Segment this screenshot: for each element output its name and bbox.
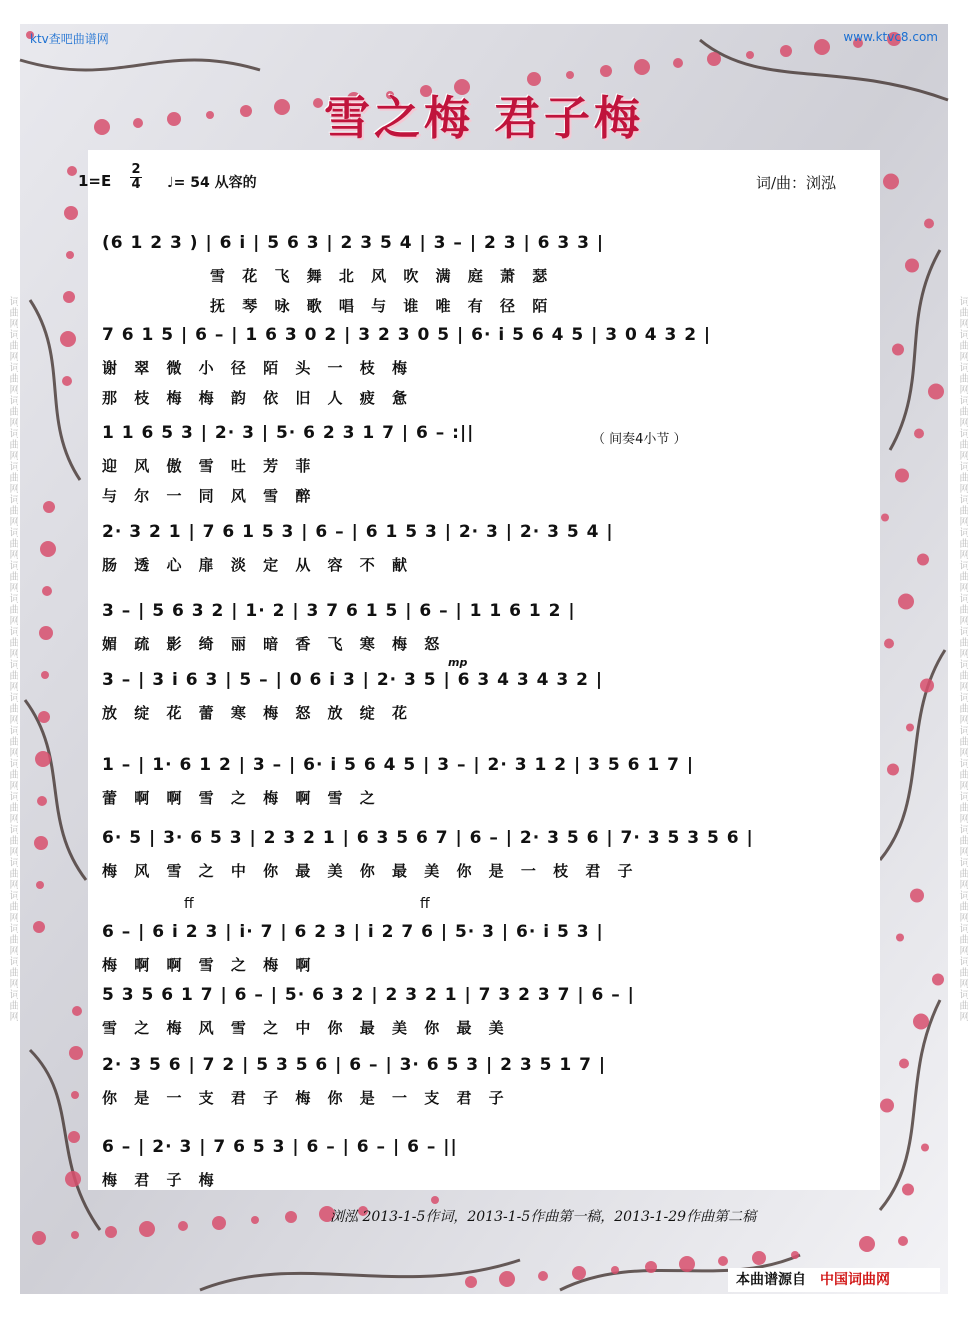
blossom: [924, 219, 934, 229]
side-watermark-left: 词曲网词曲网词曲网词曲网词曲网词曲网词曲网词曲网词曲网词曲网词曲网词曲网词曲网词曲网词曲网词曲网词曲网词曲网词曲网词曲网词曲网词曲网: [7, 295, 18, 1022]
blossom: [41, 671, 49, 679]
notation-row: 7 6 1 5 | 6 – | 1 6 3 0 2 | 3 2 3 0 5 | 6· i 5 6 4 5 | 3 0 4 3 2 |: [102, 325, 712, 345]
source-site: 中国词曲网: [820, 1272, 890, 1288]
blossom: [917, 554, 929, 566]
notation-row: 6· 5 | 3· 6 5 3 | 2 3 2 1 | 6 3 5 6 7 | 6 – | 2· 3 5 6 | 7· 3 5 3 5 6 |: [102, 828, 754, 848]
source-badge: [728, 1268, 940, 1292]
blossom: [898, 594, 914, 610]
blossom: [39, 626, 53, 640]
lyric-line: 那 枝 梅 梅 韵 依 旧 人 疲 惫: [102, 389, 414, 407]
blossom: [43, 501, 55, 513]
blossom: [69, 1046, 83, 1060]
watermark-right: www.ktvc8.com: [843, 30, 938, 44]
dynamic-ff-1: ff: [184, 896, 194, 912]
interlude-note: （ 间奏4小节 ）: [592, 432, 687, 447]
time-signature-top: 2: [131, 162, 141, 177]
song-title: 雪之梅 君子梅: [323, 91, 644, 145]
blossom: [572, 1266, 586, 1280]
blossom: [32, 1231, 46, 1245]
notation-row: 2· 3 5 6 | 7 2 | 5 3 5 6 | 6 – | 3· 6 5 3 | 2 3 5 1 7 |: [102, 1055, 607, 1075]
lyric-line: 肠 透 心 扉 淡 定 从 容 不 献: [102, 556, 414, 574]
lyric-line: 迎 风 傲 雪 吐 芳 菲: [102, 457, 317, 475]
composition-note: 浏泓 2013-1-5作词，2013-1-5作曲第一稿，2013-1-29作曲第二稿: [330, 1209, 757, 1225]
blossom: [105, 1226, 117, 1238]
blossom: [60, 331, 76, 347]
blossom: [881, 514, 889, 522]
lyric-line: 放 绽 花 蕾 寒 梅 怒 放 绽 花: [102, 704, 414, 722]
tempo-marking: ♩= 54 从容的: [167, 175, 257, 191]
blossom: [37, 796, 47, 806]
blossom: [913, 1014, 929, 1030]
notation-row: 3 – | 3 i 6 3 | 5 – | 0 6 i 3 | 2· 3 5 | 6 3 4 3 4 3 2 |: [102, 670, 604, 690]
lyric-line: 谢 翠 微 小 径 陌 头 一 枝 梅: [102, 359, 414, 377]
blossom: [718, 1256, 728, 1266]
blossom: [34, 836, 48, 850]
blossom: [38, 711, 50, 723]
blossom: [40, 541, 56, 557]
lyric-line: 雪 花 飞 舞 北 风 吹 满 庭 萧 瑟: [210, 267, 554, 285]
blossom: [895, 469, 909, 483]
blossom: [64, 206, 78, 220]
blossom: [212, 1216, 226, 1230]
blossom: [499, 1271, 515, 1287]
blossom: [33, 921, 45, 933]
lyricist-composer-credit: 词/曲：浏泓: [756, 174, 837, 192]
blossom: [898, 1236, 908, 1246]
blossom: [791, 1251, 799, 1259]
lyric-line: 梅 风 雪 之 中 你 最 美 你 最 美 你 是 一 枝 君 子: [102, 862, 639, 880]
blossom: [921, 1144, 929, 1152]
lyric-line: 与 尔 一 同 风 雪 醉: [102, 487, 317, 505]
lyric-line: 雪 之 梅 风 雪 之 中 你 最 美 你 最 美: [102, 1019, 510, 1037]
blossom: [883, 174, 899, 190]
blossom: [65, 1171, 81, 1187]
blossom: [884, 639, 894, 649]
blossom: [928, 384, 944, 400]
blossom: [465, 1276, 477, 1288]
blossom: [932, 974, 944, 986]
blossom: [251, 1216, 259, 1224]
blossom: [566, 71, 574, 79]
blossom: [859, 1236, 875, 1252]
blossom: [42, 586, 52, 596]
notation-row: 3 – | 5 6 3 2 | 1· 2 | 3 7 6 1 5 | 6 – | 1 1 6 1 2 |: [102, 601, 576, 621]
blossom: [887, 764, 899, 776]
blossom: [66, 251, 74, 259]
blossom: [906, 724, 914, 732]
lyric-line: 你 是 一 支 君 子 梅 你 是 一 支 君 子: [102, 1089, 510, 1107]
notation-row: 6 – | 6 i 2 3 | i· 7 | 6 2 3 | i 2 7 6 | 5· 3 | 6· i 5 3 |: [102, 922, 604, 942]
blossom: [892, 344, 904, 356]
blossom: [72, 1006, 82, 1016]
blossom: [600, 65, 612, 77]
notation-row: (6 1 2 3 ) | 6 i | 5 6 3 | 2 3 5 4 | 3 – | 2 3 | 6 3 3 |: [102, 233, 605, 253]
blossom: [67, 166, 77, 176]
blossom: [71, 1091, 79, 1099]
notation-row: 1 – | 1· 6 1 2 | 3 – | 6· i 5 6 4 5 | 3 – | 2· 3 1 2 | 3 5 6 1 7 |: [102, 755, 695, 775]
side-watermark-right: 词曲网词曲网词曲网词曲网词曲网词曲网词曲网词曲网词曲网词曲网词曲网词曲网词曲网词曲网词曲网词曲网词曲网词曲网词曲网词曲网词曲网词曲网: [957, 295, 968, 1022]
blossom: [914, 429, 924, 439]
blossom: [707, 52, 721, 66]
blossom: [905, 259, 919, 273]
blossom: [780, 45, 792, 57]
notation-row: 6 – | 2· 3 | 7 6 5 3 | 6 – | 6 – | 6 – ||: [102, 1137, 458, 1157]
blossom: [880, 1099, 894, 1113]
dynamic-mp: mp: [448, 656, 468, 669]
notation-row: 1 1 6 5 3 | 2· 3 | 5· 6 2 3 1 7 | 6 – :||: [102, 423, 475, 443]
blossom: [71, 1231, 79, 1239]
notation-row: 5 3 5 6 1 7 | 6 – | 5· 6 3 2 | 2 3 2 1 | 7 3 2 3 7 | 6 – |: [102, 985, 635, 1005]
key-signature: 1=E: [78, 172, 112, 190]
blossom: [899, 1059, 909, 1069]
watermark-left: ktv查吧曲谱网: [30, 32, 109, 46]
blossom: [178, 1221, 188, 1231]
blossom: [68, 1131, 80, 1143]
blossom: [752, 1251, 766, 1265]
lyric-line: 蕾 啊 啊 雪 之 梅 啊 雪 之: [102, 789, 381, 807]
lyric-line: 抚 琴 咏 歌 唱 与 谁 唯 有 径 陌: [210, 297, 554, 315]
blossom: [673, 58, 683, 68]
dynamic-ff-2: ff: [420, 896, 430, 912]
blossom: [910, 889, 924, 903]
blossom: [902, 1184, 914, 1196]
blossom: [285, 1211, 297, 1223]
time-signature: [130, 163, 142, 192]
blossom: [139, 1221, 155, 1237]
blossom: [611, 1266, 619, 1274]
source-label: 本曲谱源自: [736, 1272, 806, 1288]
blossom: [645, 1261, 657, 1273]
lyric-line: 梅 君 子 梅: [102, 1171, 220, 1189]
blossom: [431, 1196, 439, 1204]
blossom: [896, 934, 904, 942]
notation-row: 2· 3 2 1 | 7 6 1 5 3 | 6 – | 6 1 5 3 | 2· 3 | 2· 3 5 4 |: [102, 522, 614, 542]
lyric-line: 梅 啊 啊 雪 之 梅 啊: [102, 956, 317, 974]
blossom: [634, 59, 650, 75]
time-signature-bottom: 4: [131, 177, 141, 192]
blossom: [679, 1256, 695, 1272]
blossom: [814, 39, 830, 55]
blossom: [538, 1271, 548, 1281]
blossom: [62, 376, 72, 386]
blossom: [746, 51, 754, 59]
blossom: [920, 679, 934, 693]
blossom: [35, 751, 51, 767]
blossom: [36, 881, 44, 889]
blossom: [63, 291, 75, 303]
lyric-line: 媚 疏 影 绮 丽 暗 香 飞 寒 梅 怒: [102, 635, 446, 653]
